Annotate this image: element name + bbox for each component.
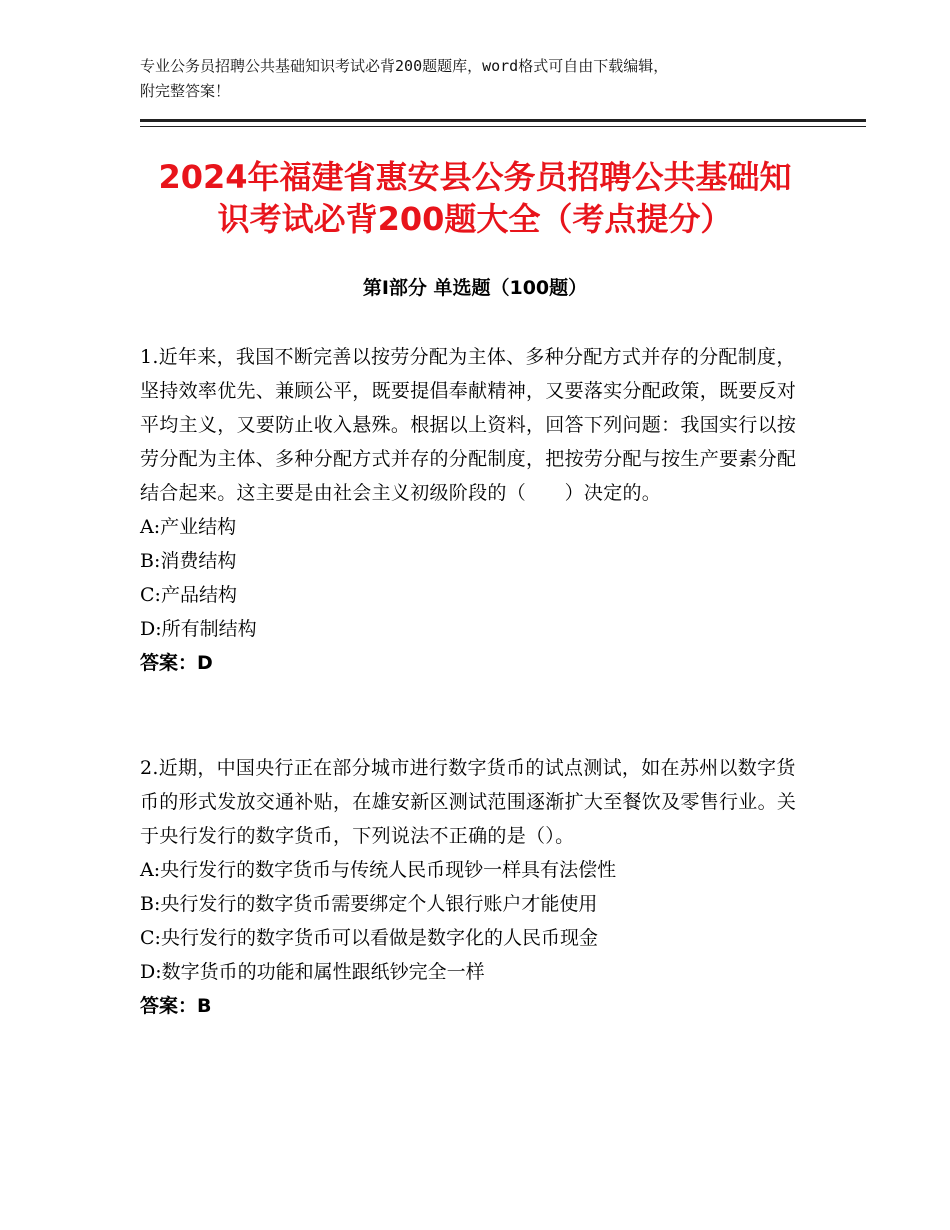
question-2-option-a: A:央行发行的数字货币与传统人民币现钞一样具有法偿性 (140, 859, 617, 881)
question-2-option-c: C:央行发行的数字货币可以看做是数字化的人民币现金 (140, 927, 598, 949)
question-1-answer: 答案：D (140, 652, 213, 674)
document-title (120, 156, 830, 240)
question-2-option-d: D:数字货币的功能和属性跟纸钞完全一样 (140, 961, 485, 983)
header-rule-thick (140, 119, 866, 122)
question-1-option-b: B:消费结构 (140, 550, 237, 572)
header-note-line-2: 附完整答案！ (140, 82, 231, 100)
question-1-stem: 1.近年来，我国不断完善以按劳分配为主体、多种分配方式并存的分配制度，坚持效率优先、兼顾公平，既要提倡奉献精神，又要落实分配政策，既要反对平均主义，又要防止收入悬殊。根据以上资料，回答下列问题：我国实行以按劳分配为主体、多种分配方式并存的分配制度，把按劳分配与按生产要素分配结合起来。这主要是由社会主义初级阶段的（ ）决定的。 (140, 346, 797, 504)
question-1-option-d: D:所有制结构 (140, 618, 257, 640)
section-heading: 第Ⅰ部分 单选题（100题） (362, 277, 588, 299)
question-1 (140, 340, 800, 680)
header-rule-thin (140, 126, 866, 127)
header-note (140, 54, 820, 104)
question-2-answer: 答案：B (140, 995, 212, 1017)
question-1-option-a: A:产业结构 (140, 516, 237, 538)
document-title-line-2: 识考试必背200题大全（考点提分） (217, 200, 733, 238)
question-1-option-c: C:产品结构 (140, 584, 237, 606)
question-2-stem: 2.近期，中国央行正在部分城市进行数字货币的试点测试，如在苏州以数字货币的形式发放交通补贴，在雄安新区测试范围逐渐扩大至餐饮及零售行业。关于央行发行的数字货币，下列说法不正确的是（）。 (140, 757, 797, 847)
header-note-line-1: 专业公务员招聘公共基础知识考试必背200题题库，word格式可自由下载编辑， (140, 57, 669, 75)
question-2 (140, 751, 800, 1023)
document-title-line-1: 2024年福建省惠安县公务员招聘公共基础知 (158, 158, 792, 196)
question-2-option-b: B:央行发行的数字货币需要绑定个人银行账户才能使用 (140, 893, 598, 915)
